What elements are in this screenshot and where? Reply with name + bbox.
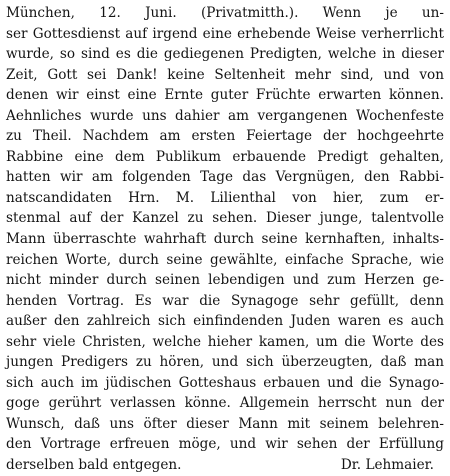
article-line: sich auch im jüdischen Gotteshaus erbauen und die Synago-: [6, 374, 444, 391]
article-line: wurde, so sind es die gediegenen Predigten, welche in dieser: [6, 46, 444, 63]
author-signature: Dr. Lehmaier.: [340, 457, 434, 474]
article-line: hatten wir am folgenden Tage das Vergnügen, den Rabbi-: [6, 169, 444, 186]
article-line: außer den zahlreich sich einfindenden Juden waren es auch: [6, 313, 444, 330]
article-line: denen wir einst eine Ernte guter Früchte erwarten können.: [6, 87, 444, 104]
article-text: [6, 3, 444, 476]
article-line: natscandidaten Hrn. M. Lilienthal von hier, zum er-: [6, 189, 444, 206]
article-line: zu Theil. Nachdem am ersten Feiertage der hochgeehrte: [6, 128, 444, 145]
article-line: nicht minder durch seinen lebendigen und zum Herzen ge-: [6, 272, 444, 289]
article-line: Wunsch, daß uns öfter dieser Mann mit seinem belehren-: [6, 415, 444, 432]
article-line: den Vortrage erfreuen möge, und wir sehen der Erfüllung: [6, 436, 444, 453]
article-line: Aehnliches wurde uns dahier am vergangenen Wochenfeste: [6, 107, 444, 124]
article-line: München, 12. Juni. (Privatmitth.). Wenn je un-: [6, 5, 444, 21]
article-line: henden Vortrag. Es war die Synagoge sehr gefüllt, denn: [6, 292, 444, 309]
article-closing-text: derselben bald entgegen.: [6, 457, 182, 474]
article-line: goge gerührt verlassen könne. Allgemein herrscht nun der: [6, 395, 444, 412]
article-line: Rabbine eine dem Publikum erbauende Predigt gehalten,: [6, 148, 444, 165]
article-line: Mann überraschte wahrhaft durch seine kernhaften, inhalts-: [6, 231, 444, 248]
article-last-line: [6, 455, 444, 476]
article-line: reichen Worte, durch seine gewählte, einfache Sprache, wie: [6, 251, 444, 268]
article-line: ser Gottesdienst auf irgend eine erhebende Weise verherrlicht: [6, 25, 444, 42]
article-line: jungen Predigers zu hören, und sich überzeugten, daß man: [6, 354, 444, 371]
article-line: Zeit, Gott sei Dank! keine Seltenheit mehr sind, und von: [6, 66, 444, 83]
article-line: sehr viele Christen, welche hieher kamen, um die Worte des: [6, 333, 444, 350]
article-line: stenmal auf der Kanzel zu sehen. Dieser junge, talentvolle: [6, 210, 444, 227]
